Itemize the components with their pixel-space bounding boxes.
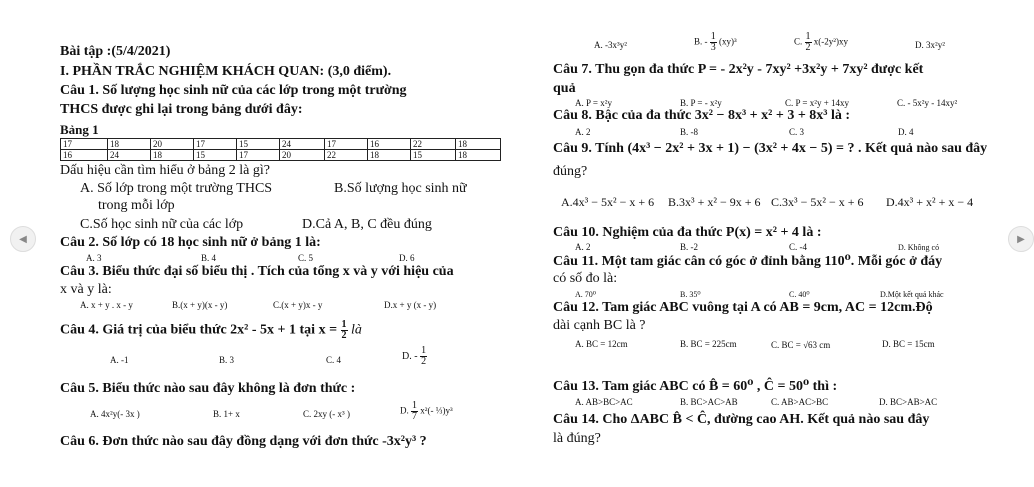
table-cell: 18 [151, 150, 194, 161]
numerator: 1 [412, 400, 417, 411]
q1-option-b: B.Số lượng học sinh nữ [334, 181, 467, 196]
denominator: 3 [710, 42, 716, 53]
q2-option-c: C. 5 [298, 253, 314, 263]
q12-text: Câu 12. Tam giác ABC vuông tại A có AB = 9cm, AC = 12cm.Độ [553, 300, 933, 315]
q6-option-c-fraction [805, 32, 812, 53]
q3-option-d: D.x + y (x - y) [384, 300, 437, 310]
q9-option-c: C.3x³ − 5x² − x + 6 [771, 195, 864, 209]
table-cell: 20 [280, 150, 325, 161]
q4-text-a: Câu 4. Giá trị của biểu thức 2x² - 5x + 1 tại x = [60, 322, 338, 338]
q4-text [60, 320, 362, 341]
data-table [60, 138, 501, 161]
q4-option-d-label: D. - [402, 350, 418, 362]
q7-line2: quả [553, 81, 576, 96]
q6-option-b-tail: (xy)³ [719, 36, 737, 47]
q11-option-a: A. 70⁰ [575, 290, 596, 299]
q5-option-a: A. 4x²y(- 3x ) [90, 409, 140, 419]
q6-option-b [694, 32, 737, 53]
q5-option-d [400, 401, 453, 422]
q11-option-d: D.Một kết quả khác [880, 290, 944, 299]
q6-option-b-label: B. - [694, 36, 708, 47]
q4-option-c: C. 4 [326, 355, 342, 365]
table-cell: 24 [108, 150, 151, 161]
q5-text: Câu 5. Biểu thức nào sau đây không là đơn thức : [60, 381, 356, 396]
previous-arrow-icon[interactable] [10, 226, 36, 252]
q6-option-a: A. -3x³y² [594, 40, 627, 50]
q3-line1: Câu 3. Biểu thức đại số biểu thị . Tích của tổng x và y với hiệu của [60, 264, 454, 279]
q4-fraction [341, 320, 348, 341]
q11-text: Câu 11. Một tam giác cân có góc ở đỉnh bằng 110⁰. Mỗi góc ở đáy [553, 254, 943, 269]
q9-line2: đúng? [553, 164, 588, 179]
table-row [61, 139, 501, 150]
q2-option-d: D. 6 [399, 253, 415, 263]
q1-option-d: D.Cả A, B, C đều đúng [302, 217, 432, 232]
table-cell: 18 [456, 139, 501, 150]
table-cell: 24 [280, 139, 325, 150]
q12-option-a: A. BC = 12cm [575, 339, 628, 349]
q4-option-a: A. -1 [110, 355, 129, 365]
table-cell: 17 [194, 139, 237, 150]
table-cell: 15 [194, 150, 237, 161]
exercise-title: Bài tập :(5/4/2021) [60, 44, 171, 59]
q8-option-d: D. 4 [898, 127, 914, 137]
prev-glyph: ◀ [19, 233, 27, 245]
q14-line2: là đúng? [553, 431, 601, 446]
q6-option-c [794, 32, 848, 53]
q8-option-c: C. 3 [789, 127, 805, 137]
q8-option-b: B. -8 [680, 127, 698, 137]
q7-option-a: A. P = x²y [575, 98, 612, 108]
q5-option-c: C. 2xy (- x³ ) [303, 409, 350, 419]
q13-option-d: D. BC>AB>AC [879, 397, 938, 407]
q7-option-c: C. P = x²y + 14xy [785, 98, 850, 108]
q2-option-b: B. 4 [201, 253, 217, 263]
q6-option-b-fraction [710, 32, 717, 53]
q12-line2: dài cạnh BC là ? [553, 318, 646, 333]
q3-option-a: A. x + y . x - y [80, 300, 133, 310]
q5-option-d-expr: x²(- ⅓)y³ [420, 405, 453, 416]
q10-option-c: C. -4 [789, 242, 807, 252]
q8-text: Câu 8. Bậc của đa thức 3x² − 8x³ + x² + 3 + 8x³ là : [553, 108, 851, 123]
q1-option-c: C.Số học sinh nữ của các lớp [80, 217, 244, 232]
q7-text: Câu 7. Thu gọn đa thức P = - 2x²y - 7xy² +3x²y + 7xy² được kết [553, 62, 924, 77]
table-cell: 22 [411, 139, 456, 150]
denominator: 7 [412, 411, 417, 422]
next-glyph: ▶ [1017, 233, 1025, 245]
table-cell: 16 [61, 150, 108, 161]
q10-text: Câu 10. Nghiệm của đa thức P(x) = x² + 4 là : [553, 225, 822, 240]
q13-text: Câu 13. Tam giác ABC có B̂ = 60⁰ , Ĉ = 50⁰ thì : [553, 379, 838, 394]
q7-option-b: B. P = - x²y [680, 98, 722, 108]
q5-option-d-label: D. [400, 405, 409, 416]
q4-option-d [402, 346, 427, 367]
table-cell: 17 [61, 139, 108, 150]
table-cell: 15 [237, 139, 280, 150]
denominator: 2 [805, 42, 811, 53]
q13-option-c: C. AB>AC>BC [771, 397, 829, 407]
q12-option-d: D. BC = 15cm [882, 339, 935, 349]
table-label: Bảng 1 [60, 122, 99, 137]
q9-option-a: A.4x³ − 5x² − x + 6 [561, 195, 655, 209]
q11-line2: có số đo là: [553, 271, 618, 286]
table-cell: 16 [368, 139, 411, 150]
q6-text: Câu 6. Đơn thức nào sau đây đồng dạng với đơn thức -3x²y³ ? [60, 434, 427, 449]
q11-option-c: C. 40⁰ [789, 290, 810, 299]
table-cell: 18 [368, 150, 411, 161]
q6-option-c-label: C. [794, 36, 803, 47]
q9-option-b: B.3x³ + x² − 9x + 6 [668, 195, 761, 209]
next-arrow-icon[interactable] [1008, 226, 1034, 252]
table-cell: 18 [108, 139, 151, 150]
q14-text: Câu 14. Cho ΔABC B̂ < Ĉ, đường cao AH. Kết quả nào sau đây [553, 412, 930, 427]
q11-option-b: B. 35⁰ [680, 290, 701, 299]
numerator: 1 [710, 31, 716, 42]
q6-option-d: D. 3x²y² [915, 40, 945, 50]
q9-option-d: D.4x³ + x² + x − 4 [886, 195, 974, 209]
q9-text: Câu 9. Tính (4x³ − 2x² + 3x + 1) − (3x² + 4x − 5) = ? . Kết quả nào sau đây [553, 141, 988, 156]
table-cell: 15 [411, 150, 456, 161]
q1-option-a-cont: trong mỗi lớp [98, 198, 175, 213]
table-cell: 22 [325, 150, 368, 161]
q13-option-a: A. AB>BC>AC [575, 397, 633, 407]
q4-option-b: B. 3 [219, 355, 235, 365]
q3-option-c: C.(x + y)x - y [273, 300, 323, 310]
q10-option-d: D. Không có [898, 243, 940, 252]
q2-option-a: A. 3 [86, 253, 102, 263]
q10-option-a: A. 2 [575, 242, 591, 252]
q1-line1: Câu 1. Số lượng học sinh nữ của các lớp trong một trường [60, 83, 407, 98]
table-cell: 20 [151, 139, 194, 150]
q5-option-b: B. 1+ x [213, 409, 240, 419]
q5-option-d-fraction [411, 401, 418, 422]
q1-question: Dấu hiệu cần tìm hiểu ở bảng 2 là gì? [60, 163, 270, 178]
table-cell: 17 [237, 150, 280, 161]
table-row [61, 150, 501, 161]
q12-option-b: B. BC = 225cm [680, 339, 737, 349]
q13-option-b: B. BC>AC>AB [680, 397, 738, 407]
q8-option-a: A. 2 [575, 127, 591, 137]
q7-option-d: C. - 5x²y - 14xy² [897, 98, 958, 108]
q3-option-b: B.(x + y)(x - y) [172, 300, 228, 310]
q1-option-a: A. Số lớp trong một trường THCS [80, 181, 273, 196]
table-cell: 17 [325, 139, 368, 150]
numerator: 1 [421, 345, 427, 356]
q4-option-d-fraction [420, 346, 427, 367]
q6-option-c-tail: x(-2y²)xy [813, 36, 848, 47]
section-heading: I. PHẦN TRẮC NGHIỆM KHÁCH QUAN: (3,0 điểm). [60, 64, 392, 79]
q1-line2: THCS được ghi lại trong bảng dưới đây: [60, 102, 303, 117]
q4-text-b: là [351, 322, 362, 338]
q10-option-b: B. -2 [680, 242, 698, 252]
q12-option-c: C. BC = √63 cm [771, 340, 831, 350]
denominator: 2 [421, 356, 427, 367]
numerator: 1 [341, 319, 347, 330]
denominator: 2 [341, 330, 347, 341]
table-cell: 18 [456, 150, 501, 161]
numerator: 1 [805, 31, 811, 42]
q2-text: Câu 2. Số lớp có 18 học sinh nữ ở bảng 1 là: [60, 235, 321, 250]
q3-line2: x và y là: [60, 282, 112, 297]
